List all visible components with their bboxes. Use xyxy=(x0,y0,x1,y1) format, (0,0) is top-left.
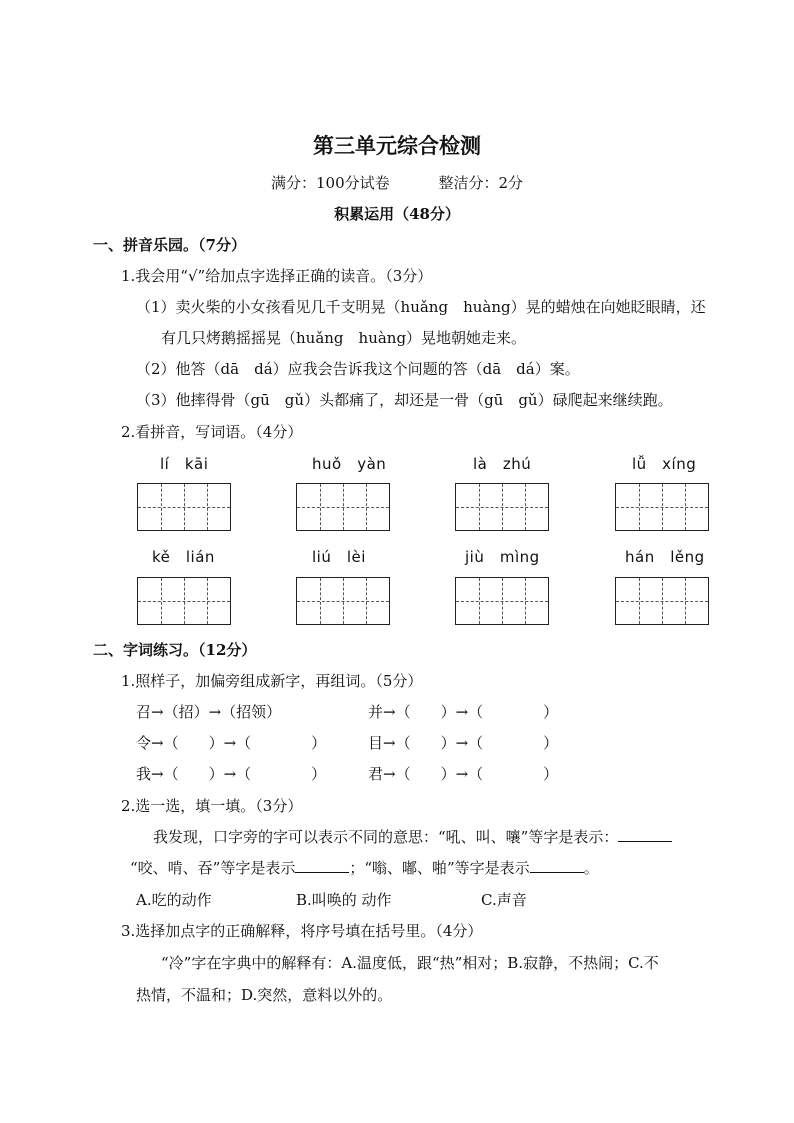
pinyin-label: jiù mìng xyxy=(465,548,540,566)
pinyin-label: kě lián xyxy=(152,548,215,566)
s2-q2-para2-text-a: “咬、啃、吞”等字是表示 xyxy=(130,859,296,877)
radical-row: 目→（ ）→（ ） xyxy=(368,734,559,752)
s2-q2-para2 xyxy=(130,857,599,878)
writing-grid[interactable] xyxy=(296,483,390,531)
radical-row: 我→（ ）→（ ） xyxy=(136,765,327,783)
pinyin-label: là zhú xyxy=(473,455,532,473)
option-c: C.声音 xyxy=(481,891,527,909)
s1-q1-title: 1.我会用“√”给加点字选择正确的读音。（3分） xyxy=(121,267,433,285)
s1-q1-item3: （3）他摔得骨（gū gǔ）头都痛了，却还是一骨（gū gǔ）碌爬起来继续跑。 xyxy=(136,391,673,409)
score-info xyxy=(0,172,794,193)
s2-q3-title: 3.选择加点字的正确解释，将序号填在括号里。（4分） xyxy=(121,922,483,940)
section-2-title: 二、字词练习。（12分） xyxy=(93,641,257,659)
s2-q3-para1: “冷”字在字典中的解释有：A.温度低，跟“热”相对；B.寂静，不热闹；C.不 xyxy=(161,954,659,972)
writing-grid[interactable] xyxy=(615,577,709,625)
radical-row: 召→（招）→（招领） xyxy=(136,703,282,721)
option-b: B.叫唤的 动作 xyxy=(296,891,392,909)
part-title: 积累运用（48分） xyxy=(334,205,460,223)
pinyin-label: lí kāi xyxy=(160,455,209,473)
radical-row: 令→（ ）→（ ） xyxy=(136,734,327,752)
s2-q2-para2-text-c: 。 xyxy=(583,859,599,877)
s2-q1-title: 1.照样子，加偏旁组成新字，再组词。（5分） xyxy=(121,672,423,690)
s2-q2-para2-text-b: ；“嗡、嘟、啪”等字是表示 xyxy=(349,859,530,877)
answer-blank[interactable] xyxy=(618,827,672,842)
writing-grid[interactable] xyxy=(137,577,231,625)
page-title: 第三单元综合检测 xyxy=(313,133,481,158)
radical-row: 君→（ ）→（ ） xyxy=(368,765,559,783)
s1-q1-item1: （1）卖火柴的小女孩看见几千支明晃（huǎng huàng）晃的蜡烛在向她眨眼睛，还 xyxy=(136,298,706,316)
writing-grid[interactable] xyxy=(455,577,549,625)
writing-grid[interactable] xyxy=(455,483,549,531)
writing-grid[interactable] xyxy=(296,577,390,625)
radical-row: 并→（ ）→（ ） xyxy=(368,703,559,721)
section-1-title: 一、拼音乐园。（7分） xyxy=(93,236,246,254)
pinyin-label: huǒ yàn xyxy=(312,455,387,473)
s1-q2-title: 2.看拼音，写词语。（4分） xyxy=(121,423,303,441)
s2-q3-para2: 热情，不温和；D.突然，意料以外的。 xyxy=(136,986,393,1004)
neat-score: 整洁分：2分 xyxy=(438,174,523,192)
s1-q1-item2: （2）他答（dā dá）应我会告诉我这个问题的答（dā dá）案。 xyxy=(136,360,580,378)
s2-q2-para1 xyxy=(153,826,672,847)
answer-blank[interactable] xyxy=(530,858,584,873)
writing-grid[interactable] xyxy=(615,483,709,531)
answer-blank[interactable] xyxy=(295,858,349,873)
pinyin-label: liú lèi xyxy=(312,548,366,566)
option-a: A.吃的动作 xyxy=(136,891,212,909)
full-score: 满分：100分试卷 xyxy=(271,174,390,192)
s1-q1-item1-cont: 有几只烤鹅摇摇晃（huǎng huàng）晃地朝她走来。 xyxy=(161,329,527,347)
pinyin-label: hán lěng xyxy=(625,548,705,566)
s2-q2-para1-text: 我发现，口字旁的字可以表示不同的意思：“吼、叫、嚷”等字是表示： xyxy=(153,828,619,846)
writing-grid[interactable] xyxy=(137,483,231,531)
pinyin-label: lǚ xíng xyxy=(632,455,697,473)
s2-q2-title: 2.选一选，填一填。（3分） xyxy=(121,797,303,815)
